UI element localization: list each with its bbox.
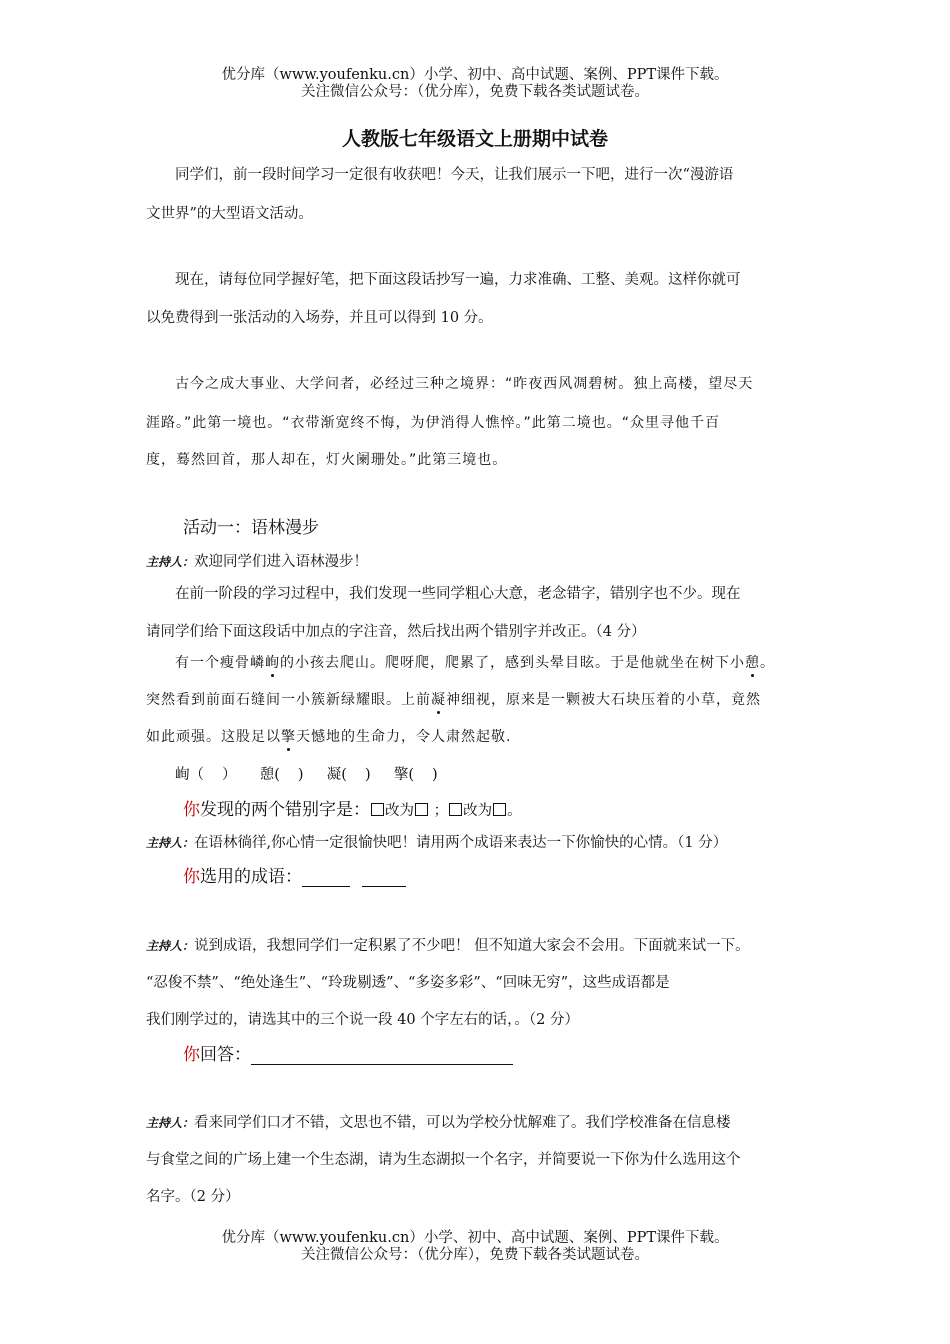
mistakes-line: 你发现的两个错别字是： 改为 ； 改为 。: [183, 800, 522, 820]
dotted-char: 峋: [265, 652, 280, 672]
passage-line-2: 涯路。”此第一境也。“衣带渐宽终不悔，为伊消得人憔悴。”此第二境也。“众里寻他千百: [146, 415, 721, 431]
copy-task-line-2: 以免费得到一张活动的入场券，并且可以得到 10 分。: [146, 310, 493, 326]
story-line-2: 突然看到前面石缝间一小簇新绿耀眼。上前凝神细视，原来是一颗被大石块压着的小草，竟然: [146, 689, 761, 709]
host-label: 主持人：: [146, 836, 195, 850]
footer-line-1: 优分库（www.youfenku.cn）小学、初中、高中试题、案例、PPT课件下载。: [221, 1230, 729, 1246]
host-label: 主持人：: [146, 939, 195, 953]
host-text: 欢迎同学们进入语林漫步！: [194, 554, 369, 570]
ni-label: 你: [183, 800, 200, 820]
footer-line-2: 关注微信公众号：（优分库），免费下载各类试题试卷。: [301, 1247, 649, 1263]
ni-label: 你: [183, 1045, 200, 1065]
answer-box[interactable]: [493, 803, 506, 816]
dotted-char: 擎: [281, 726, 296, 746]
passage-line-1: 古今之成大事业、大学问者，必经过三种之境界：“昨夜西风凋碧树。独上高楼，望尽天: [175, 376, 754, 392]
answer-box[interactable]: [371, 803, 384, 816]
idioms-line-2: 我们刚学过的，请选其中的三个说一段 40 个字左右的话，。（2 分）: [146, 1012, 580, 1028]
idioms-answer-line: 你选用的成语：: [183, 862, 406, 887]
host-line-1: [146, 550, 368, 571]
lake-line-2: 名字。（2 分）: [146, 1189, 240, 1205]
story-line-1: 有一个瘦骨嶙峋的小孩去爬山。爬呀爬，爬累了，感到头晕目眩。于是他就坐在树下小憩。: [175, 652, 775, 672]
host-text: 说到成语，我想同学们一定积累了不少吧！ 但不知道大家会不会用。下面就来试一下。: [194, 938, 750, 954]
answer-blank[interactable]: [362, 870, 406, 887]
story-line-3: 如此顽强。这股足以擎天憾地的生命力，令人肃然起敬.: [146, 726, 511, 746]
host-label: 主持人：: [146, 1116, 195, 1130]
task1-line-1: 在前一阶段的学习过程中，我们发现一些同学粗心大意，老念错字，错别字也不少。现在: [175, 586, 741, 602]
ni-label: 你: [183, 867, 200, 887]
passage-line-3: 度，蓦然回首，那人却在，灯火阑珊处。”此第三境也。: [146, 452, 508, 468]
dotted-char: 憩: [745, 652, 760, 672]
answer-box[interactable]: [449, 803, 462, 816]
copy-task-line-1: 现在，请每位同学握好笔，把下面这段话抄写一遍，力求准确、工整、美观。这样你就可: [175, 272, 741, 288]
dotted-char: 凝: [431, 689, 446, 709]
host-label: 主持人：: [146, 555, 195, 569]
header-line-2: 关注微信公众号：（优分库），免费下载各类试题试卷。: [301, 84, 649, 100]
pinyin-answer-line: 峋（ ） 憩( ) 凝( ) 擎( ): [175, 767, 438, 783]
intro-line-1: 同学们，前一段时间学习一定很有收获吧！今天，让我们展示一下吧，进行一次“漫游语: [175, 167, 734, 183]
idioms-line-1: “忍俊不禁”、“绝处逢生”、“玲珑剔透”、“多姿多彩”、“回味无穷”，这些成语都是: [146, 975, 670, 991]
host-line-3: [146, 934, 750, 955]
answer-blank[interactable]: [251, 1048, 513, 1065]
answer-blank[interactable]: [302, 870, 350, 887]
page-title: 人教版七年级语文上册期中试卷: [341, 128, 608, 150]
activity-1-title: 活动一：语林漫步: [183, 518, 319, 538]
lake-line-1: 与食堂之间的广场上建一个生态湖，请为生态湖拟一个名字，并简要说一下你为什么选用这个: [146, 1152, 741, 1168]
intro-line-2: 文世界”的大型语文活动。: [146, 206, 313, 222]
host-text: 在语林徜徉,你心情一定很愉快吧！请用两个成语来表达一下你愉快的心情。（1 分）: [194, 835, 728, 851]
answer-line: 你回答：: [183, 1040, 513, 1065]
task1-line-2: 请同学们给下面这段话中加点的字注音，然后找出两个错别字并改正。（4 分）: [146, 624, 646, 640]
host-line-4: [146, 1111, 731, 1132]
host-text: 看来同学们口才不错，文思也不错，可以为学校分忧解难了。我们学校准备在信息楼: [194, 1115, 731, 1131]
answer-box[interactable]: [415, 803, 428, 816]
host-line-2: [146, 831, 727, 852]
header-line-1: 优分库（www.youfenku.cn）小学、初中、高中试题、案例、PPT课件下载。: [221, 67, 729, 83]
